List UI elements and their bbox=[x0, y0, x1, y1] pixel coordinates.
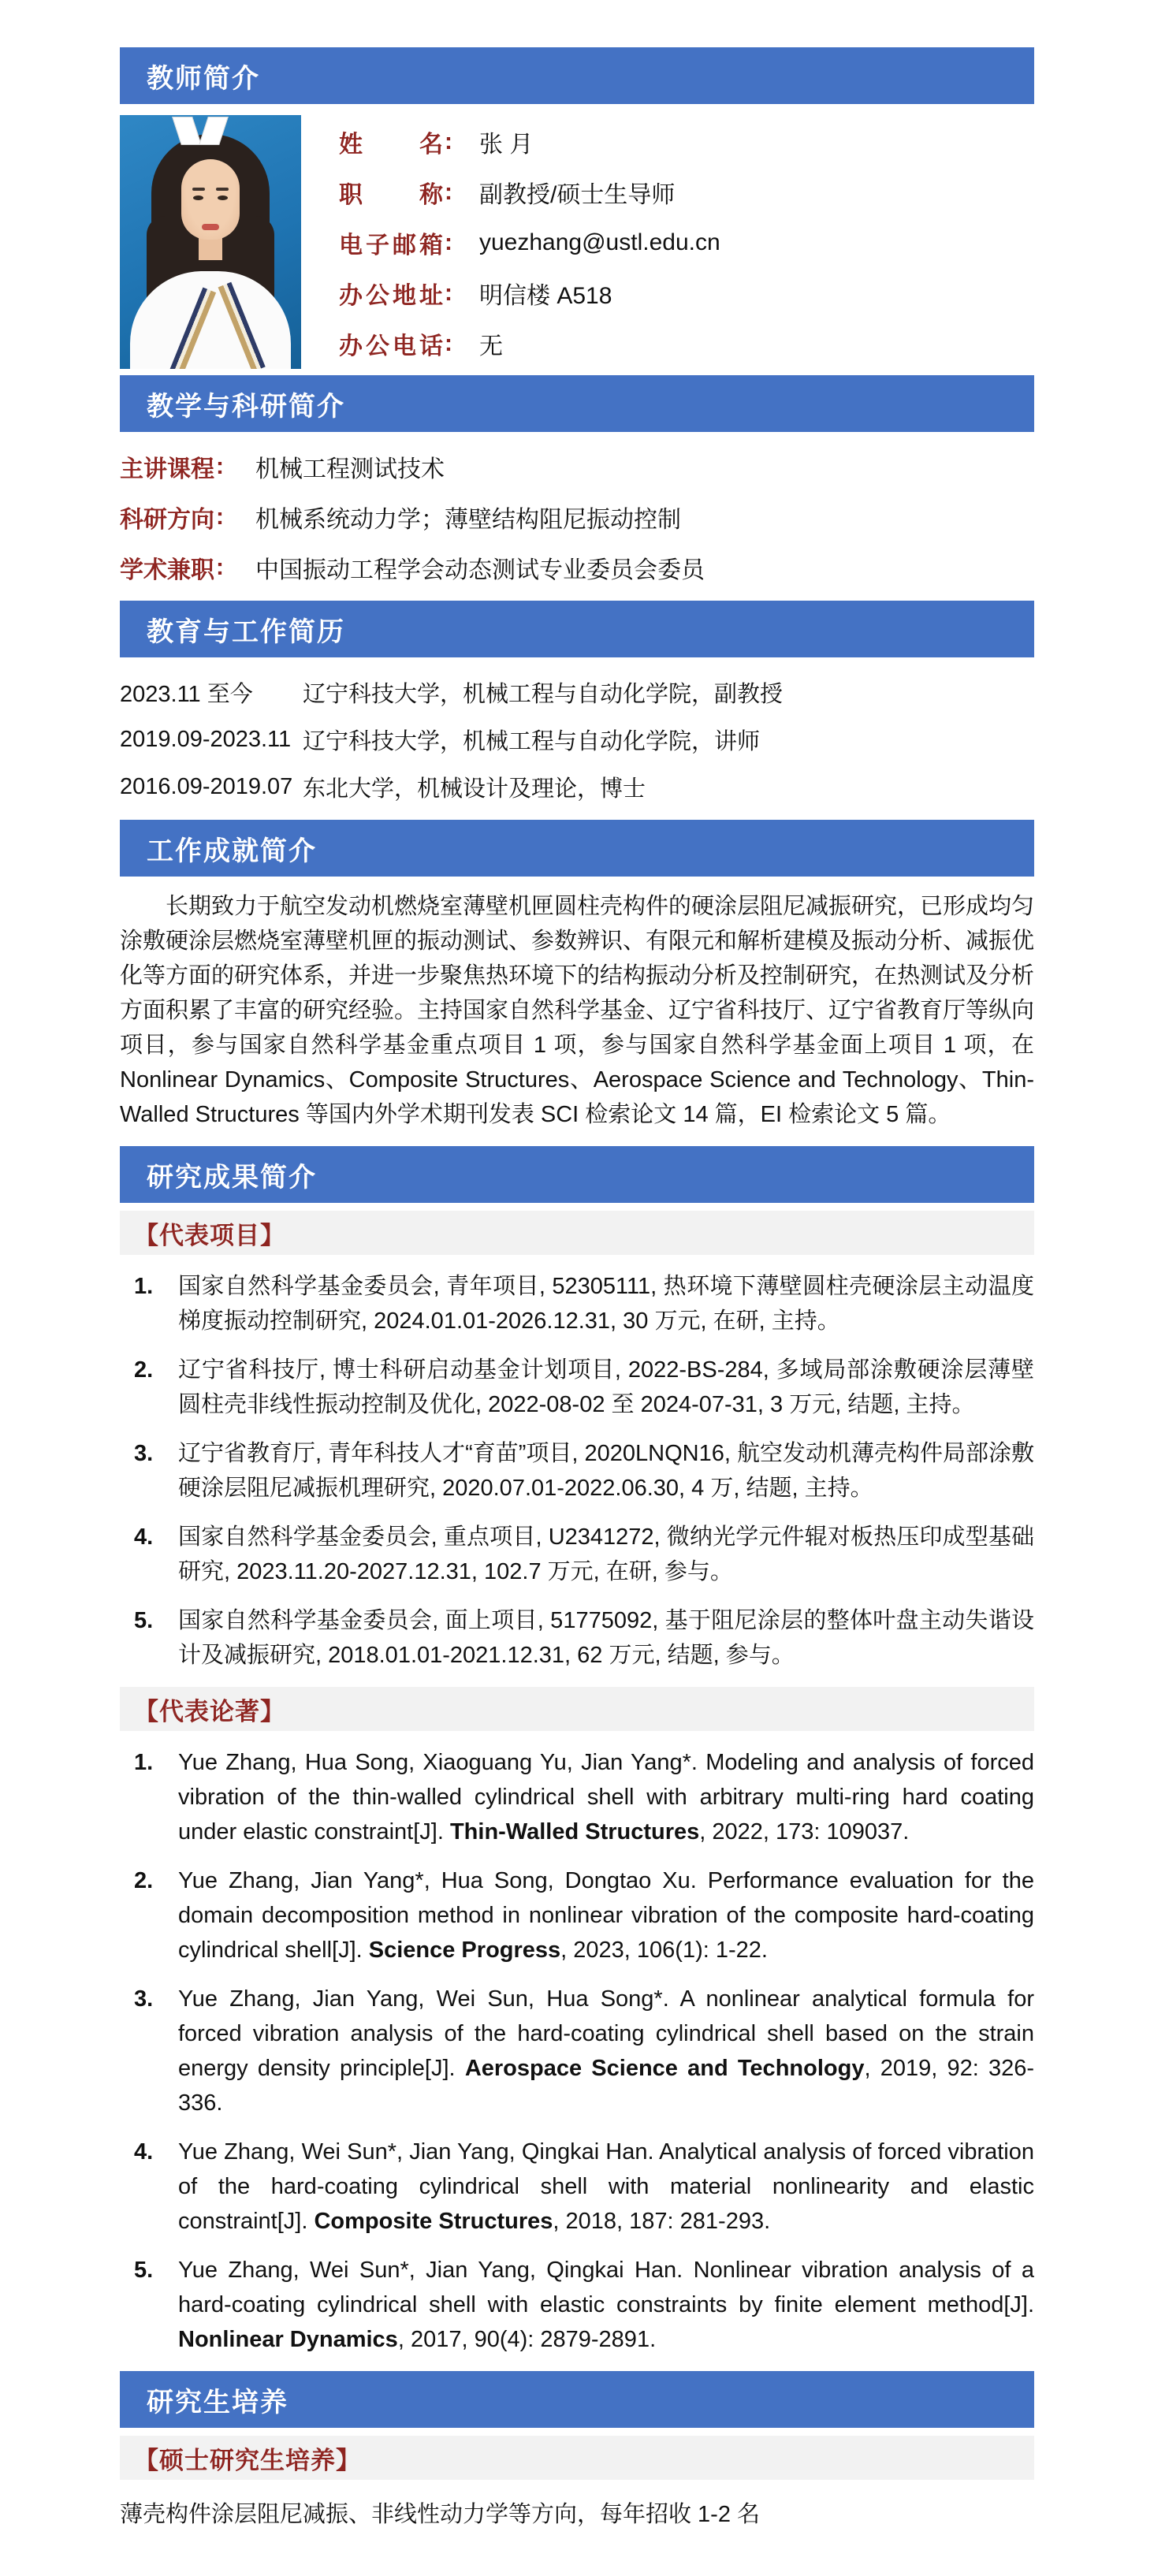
item-number: 5. bbox=[134, 2258, 154, 2283]
publication-text bbox=[178, 1745, 1034, 1849]
project-item bbox=[120, 1269, 1034, 1338]
photo-collar bbox=[175, 117, 225, 148]
field-label: 职称 bbox=[339, 182, 443, 208]
graduate-training-note: 薄壳构件涂层阻尼减振、非线性动力学等方向，每年招收 1-2 名 bbox=[120, 2502, 761, 2527]
history-row bbox=[120, 668, 1034, 716]
section-title: 教育与工作简历 bbox=[147, 616, 345, 647]
section-header-graduate-training bbox=[120, 2371, 1034, 2428]
teach-colon: : bbox=[216, 554, 224, 580]
field-row-email bbox=[339, 218, 720, 268]
item-number: 1. bbox=[134, 1274, 154, 1299]
projects-list bbox=[120, 1269, 1034, 1673]
field-value-office-address: 明信楼 A518 bbox=[479, 283, 612, 309]
item-number: 3. bbox=[134, 1986, 154, 2012]
publication-pre: Yue Zhang, Jian Yang*, Hua Song, Dongtao Xu. Performance evaluation for the domain decomposition method in nonlinear vibration of the composite hard-coating cylindrical shell[J]. bbox=[178, 1868, 1034, 1963]
publication-item bbox=[120, 1863, 1034, 1967]
subheader-title: 【代表论著】 bbox=[134, 1697, 285, 1725]
history-period: 2019.09-2023.11 bbox=[120, 726, 292, 752]
page-content bbox=[120, 47, 1034, 2532]
photo-face bbox=[181, 159, 240, 240]
field-colon: : bbox=[445, 280, 452, 306]
project-text: 辽宁省科技厅, 博士科研启动基金计划项目, 2022-BS-284, 多域局部涂敷硬涂层薄壁圆柱壳非线性振动控制及优化, 2022-08-02 至 2024-07-31, 3 万元, 结题, 主持。 bbox=[178, 1357, 1034, 1417]
teach-row-academic-posts bbox=[120, 542, 1034, 593]
project-item bbox=[120, 1436, 1034, 1506]
history-block bbox=[120, 657, 1034, 820]
section-header-education-work-history bbox=[120, 601, 1034, 657]
section-title: 教学与科研简介 bbox=[147, 391, 345, 422]
field-label: 姓名 bbox=[339, 132, 443, 158]
item-number: 1. bbox=[134, 1750, 154, 1775]
history-row bbox=[120, 763, 1034, 810]
publication-item bbox=[120, 2253, 1034, 2357]
teach-label: 科研方向 bbox=[120, 507, 214, 533]
teach-label: 主讲课程 bbox=[120, 456, 214, 482]
publication-post: , 2023, 106(1): 1-22. bbox=[560, 1938, 768, 1963]
teach-row-research-direction bbox=[120, 492, 1034, 542]
history-detail: 东北大学，机械设计及理论，博士 bbox=[303, 776, 646, 802]
history-period: 2016.09-2019.07 bbox=[120, 773, 293, 799]
profile-fields bbox=[301, 115, 720, 369]
teach-value-research-direction: 机械系统动力学；薄壁结构阻尼振动控制 bbox=[255, 507, 681, 533]
journal-name: Composite Structures bbox=[314, 2209, 553, 2234]
project-item bbox=[120, 1520, 1034, 1589]
journal-name: Nonlinear Dynamics bbox=[178, 2327, 398, 2352]
publication-text bbox=[178, 2253, 1034, 2357]
project-item bbox=[120, 1353, 1034, 1422]
publication-item bbox=[120, 1982, 1034, 2120]
project-item bbox=[120, 1603, 1034, 1673]
subheader-representative-projects bbox=[120, 1211, 1034, 1255]
field-value-name: 张 月 bbox=[479, 132, 534, 158]
publication-pre: Yue Zhang, Jian Yang, Wei Sun, Hua Song*. A nonlinear analytical formula for forced vibration analysis of the hard-coating cylindrical shell based on the strain energy density principle[J]. bbox=[178, 1986, 1034, 2081]
item-number: 3. bbox=[134, 1441, 154, 1466]
item-number: 2. bbox=[134, 1357, 154, 1383]
field-value-office-phone: 无 bbox=[479, 333, 503, 359]
section-title: 研究生培养 bbox=[147, 2387, 288, 2418]
item-number: 4. bbox=[134, 2139, 154, 2165]
field-colon: : bbox=[445, 128, 452, 154]
publication-text bbox=[178, 2135, 1034, 2239]
publication-text bbox=[178, 1982, 1034, 2120]
teach-label: 学术兼职 bbox=[120, 557, 214, 583]
teaching-block bbox=[120, 432, 1034, 601]
photo-lips bbox=[202, 224, 219, 230]
project-text: 辽宁省教育厅, 青年科技人才“育苗”项目, 2020LNQN16, 航空发动机薄壳构件局部涂敷硬涂层阻尼减振机理研究, 2020.07.01-2022.06.30, 4 万, 结题, 主持。 bbox=[178, 1441, 1035, 1501]
item-number: 5. bbox=[134, 1608, 154, 1633]
history-detail: 辽宁科技大学，机械工程与自动化学院，讲师 bbox=[303, 728, 761, 754]
section-title: 研究成果简介 bbox=[147, 1162, 317, 1193]
history-detail: 辽宁科技大学，机械工程与自动化学院，副教授 bbox=[303, 681, 784, 707]
teach-value-courses: 机械工程测试技术 bbox=[255, 456, 445, 482]
publication-post: , 2022, 173: 109037. bbox=[699, 1819, 910, 1845]
teacher-profile-block bbox=[120, 115, 1034, 369]
field-label: 办公电话 bbox=[339, 333, 443, 359]
field-value-email: yuezhang@ustl.edu.cn bbox=[479, 229, 720, 255]
field-row-office-address bbox=[339, 268, 720, 318]
journal-name: Science Progress bbox=[368, 1938, 561, 1963]
field-row-office-phone bbox=[339, 318, 720, 369]
field-row-name bbox=[339, 117, 720, 167]
project-text: 国家自然科学基金委员会, 面上项目, 51775092, 基于阻尼涂层的整体叶盘主动失谐设计及减振研究, 2018.01.01-2021.12.31, 62 万元, 结题, 参与。 bbox=[178, 1608, 1034, 1668]
publication-post: , 2018, 187: 281-293. bbox=[553, 2209, 771, 2234]
publication-pre: Yue Zhang, Hua Song, Xiaoguang Yu, Jian Yang*. Modeling and analysis of forced vibration of the thin-walled cylindrical shell with arbitrary multi-ring hard coating under elastic constraint[J]. bbox=[178, 1750, 1034, 1845]
publication-post: , 2019, 92: 326-336. bbox=[178, 2056, 1035, 2116]
subheader-representative-publications bbox=[120, 1687, 1034, 1731]
subheader-title: 【代表项目】 bbox=[134, 1221, 285, 1249]
publication-item bbox=[120, 1745, 1034, 1849]
publication-text bbox=[178, 1863, 1034, 1967]
field-value-title: 副教授/硕士生导师 bbox=[479, 182, 676, 208]
field-colon: : bbox=[445, 330, 452, 356]
subheader-title: 【硕士研究生培养】 bbox=[134, 2446, 361, 2474]
history-period: 2023.11 至今 bbox=[120, 681, 253, 707]
teach-colon: : bbox=[216, 504, 224, 530]
publication-post: , 2017, 90(4): 2879-2891. bbox=[397, 2327, 657, 2352]
project-text: 国家自然科学基金委员会, 青年项目, 52305111, 热环境下薄壁圆柱壳硬涂层主动温度梯度振动控制研究, 2024.01.01-2026.12.31, 30 万元, 在研, 主持。 bbox=[178, 1274, 1034, 1334]
field-label: 电子邮箱 bbox=[339, 233, 443, 259]
teacher-photo bbox=[120, 115, 301, 369]
publications-list bbox=[120, 1745, 1034, 2357]
photo-eye bbox=[193, 195, 203, 200]
item-number: 4. bbox=[134, 1524, 154, 1550]
teach-row-courses bbox=[120, 441, 1034, 492]
journal-name: Thin-Walled Structures bbox=[449, 1819, 700, 1845]
photo-eye bbox=[218, 195, 228, 200]
field-label: 办公地址 bbox=[339, 283, 443, 309]
section-header-teaching-research bbox=[120, 375, 1034, 432]
publication-pre: Yue Zhang, Wei Sun*, Jian Yang, Qingkai Han. Nonlinear vibration analysis of a hard-coating cylindrical shell with elastic constraints by finite element method[J]. bbox=[178, 2258, 1034, 2317]
field-row-title bbox=[339, 167, 720, 218]
section-title: 工作成就简介 bbox=[147, 836, 317, 866]
achievements-paragraph: 长期致力于航空发动机燃烧室薄壁机匣圆柱壳构件的硬涂层阻尼减振研究，已形成均匀涂敷硬涂层燃烧室薄壁机匣的振动测试、参数辨识、有限元和解析建模及振动分析、减振优化等方面的研究体系，并进一步聚焦热环境下的结构振动分析及控制研究，在热测试及分析方面积累了丰富的研究经验。主持国家自然科学基金、辽宁省科技厅、辽宁省教育厅等纵向项目，参与国家自然科学基金重点项目 1 项，参与国家自然科学基金面上项目 1 项，在 Nonlinear Dynamics、Composite Structures、Aerospace Science and Technology、Thin-Walled Structures 等国内外学术期刊发表 SCI 检索论文 14 篇，EI 检索论文 5 篇。 bbox=[120, 894, 1035, 1127]
teach-value-academic-posts: 中国振动工程学会动态测试专业委员会委员 bbox=[255, 557, 705, 583]
section-header-teacher-profile bbox=[120, 47, 1034, 104]
item-number: 2. bbox=[134, 1868, 154, 1893]
photo-brow bbox=[192, 188, 205, 191]
section-title: 教师简介 bbox=[147, 63, 260, 94]
publication-item bbox=[120, 2135, 1034, 2239]
publication-pre: Yue Zhang, Wei Sun*, Jian Yang, Qingkai Han. Analytical analysis of forced vibration of the hard-coating cylindrical shell with material nonlinearity and elastic constraint[J]. bbox=[178, 2139, 1034, 2234]
project-text: 国家自然科学基金委员会, 重点项目, U2341272, 微纳光学元件辊对板热压印成型基础研究, 2023.11.20-2027.12.31, 102.7 万元, 在研, 参与。 bbox=[178, 1524, 1034, 1584]
section-header-research-results bbox=[120, 1146, 1034, 1203]
journal-name: Aerospace Science and Technology bbox=[464, 2056, 865, 2081]
field-colon: : bbox=[445, 179, 452, 205]
photo-brow bbox=[216, 188, 229, 191]
teach-colon: : bbox=[216, 453, 224, 479]
subheader-master-training bbox=[120, 2436, 1034, 2480]
history-row bbox=[120, 716, 1034, 763]
field-colon: : bbox=[445, 229, 452, 255]
section-header-work-achievements bbox=[120, 820, 1034, 877]
